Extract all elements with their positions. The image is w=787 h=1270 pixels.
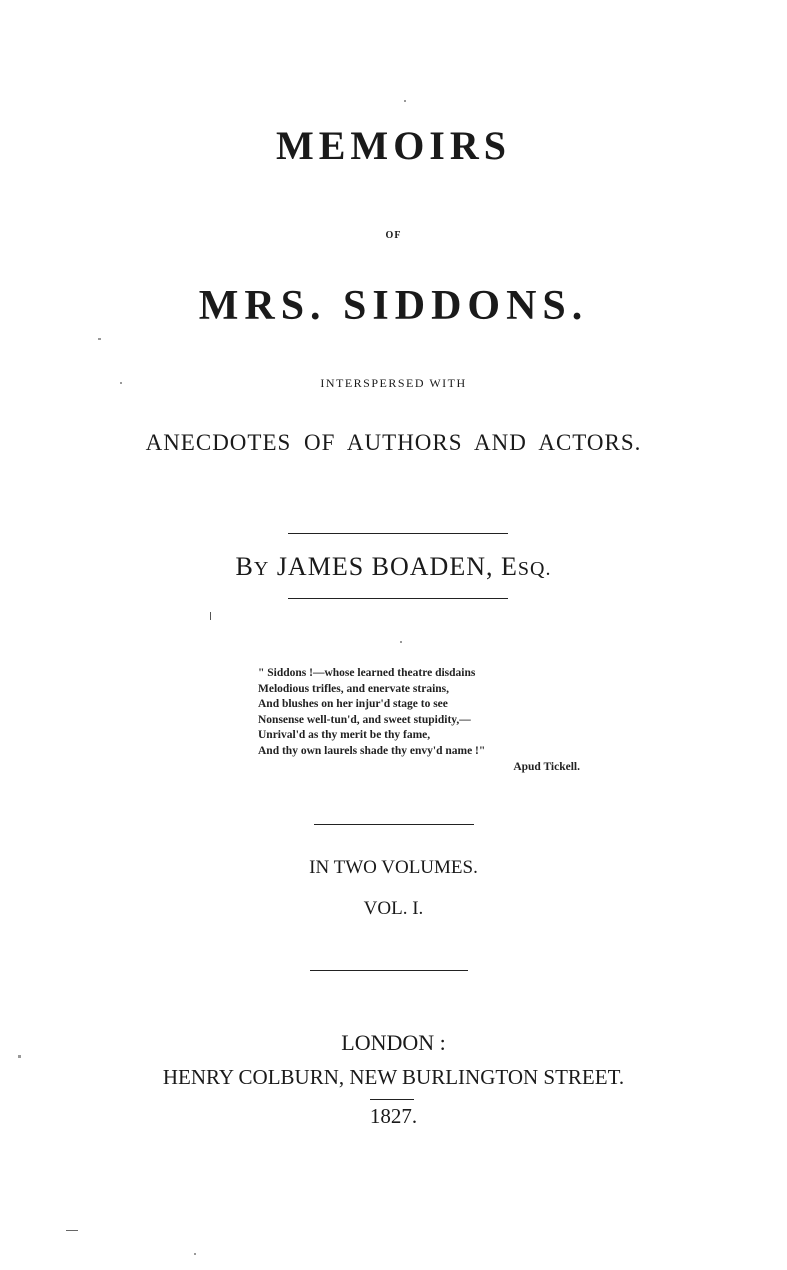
- author-line: [0, 552, 787, 582]
- volume-number: VOL. I.: [363, 898, 424, 919]
- scan-speck: [194, 1253, 196, 1255]
- author-name: JAMES BOADEN,: [269, 552, 501, 581]
- subtitle-anecdotes: ANECDOTES OF AUTHORS AND ACTORS.: [145, 430, 642, 455]
- book-title: MEMOIRS: [276, 123, 511, 168]
- scan-speck: [400, 641, 402, 643]
- rule-above-volumes: [314, 824, 474, 825]
- epigraph-attribution: Apud Tickell.: [513, 760, 580, 773]
- epigraph-line: Melodious trifles, and enervate strains,: [258, 682, 450, 695]
- scan-speck: [18, 1055, 21, 1058]
- scan-speck: [120, 382, 122, 384]
- author-by-initial: B: [235, 552, 254, 581]
- interspersed-with: INTERSPERSED WITH: [320, 376, 467, 390]
- subject-name: MRS. SIDDONS.: [198, 283, 589, 329]
- rule-below-author: [288, 598, 508, 599]
- rule-above-imprint: [310, 970, 468, 971]
- epigraph-line: Unrival'd as thy merit be thy fame,: [258, 729, 431, 742]
- scan-speck: [66, 1230, 78, 1231]
- epigraph-line: And blushes on her injur'd stage to see: [258, 698, 448, 711]
- scan-speck: [210, 612, 211, 620]
- imprint-year: 1827.: [369, 1104, 418, 1128]
- author-esq-smallcaps: SQ.: [517, 558, 552, 580]
- volume-count: IN TWO VOLUMES.: [309, 857, 478, 878]
- scan-speck: [404, 100, 406, 102]
- rule-above-year: [370, 1099, 414, 1100]
- title-connector-of: OF: [385, 230, 402, 241]
- epigraph-line: And thy own laurels shade thy envy'd name !": [258, 744, 486, 757]
- epigraph-line: Nonsense well-tun'd, and sweet stupidity,—: [258, 713, 471, 726]
- author-by-smallcaps: Y: [253, 558, 270, 580]
- scan-speck: [98, 338, 101, 340]
- epigraph: [258, 666, 588, 775]
- author-esq-initial: E: [501, 552, 518, 581]
- imprint-publisher: HENRY COLBURN, NEW BURLINGTON STREET.: [162, 1065, 625, 1089]
- rule-above-author: [288, 533, 508, 534]
- imprint-city: LONDON :: [341, 1030, 446, 1055]
- epigraph-line: " Siddons !—whose learned theatre disdains: [258, 667, 476, 679]
